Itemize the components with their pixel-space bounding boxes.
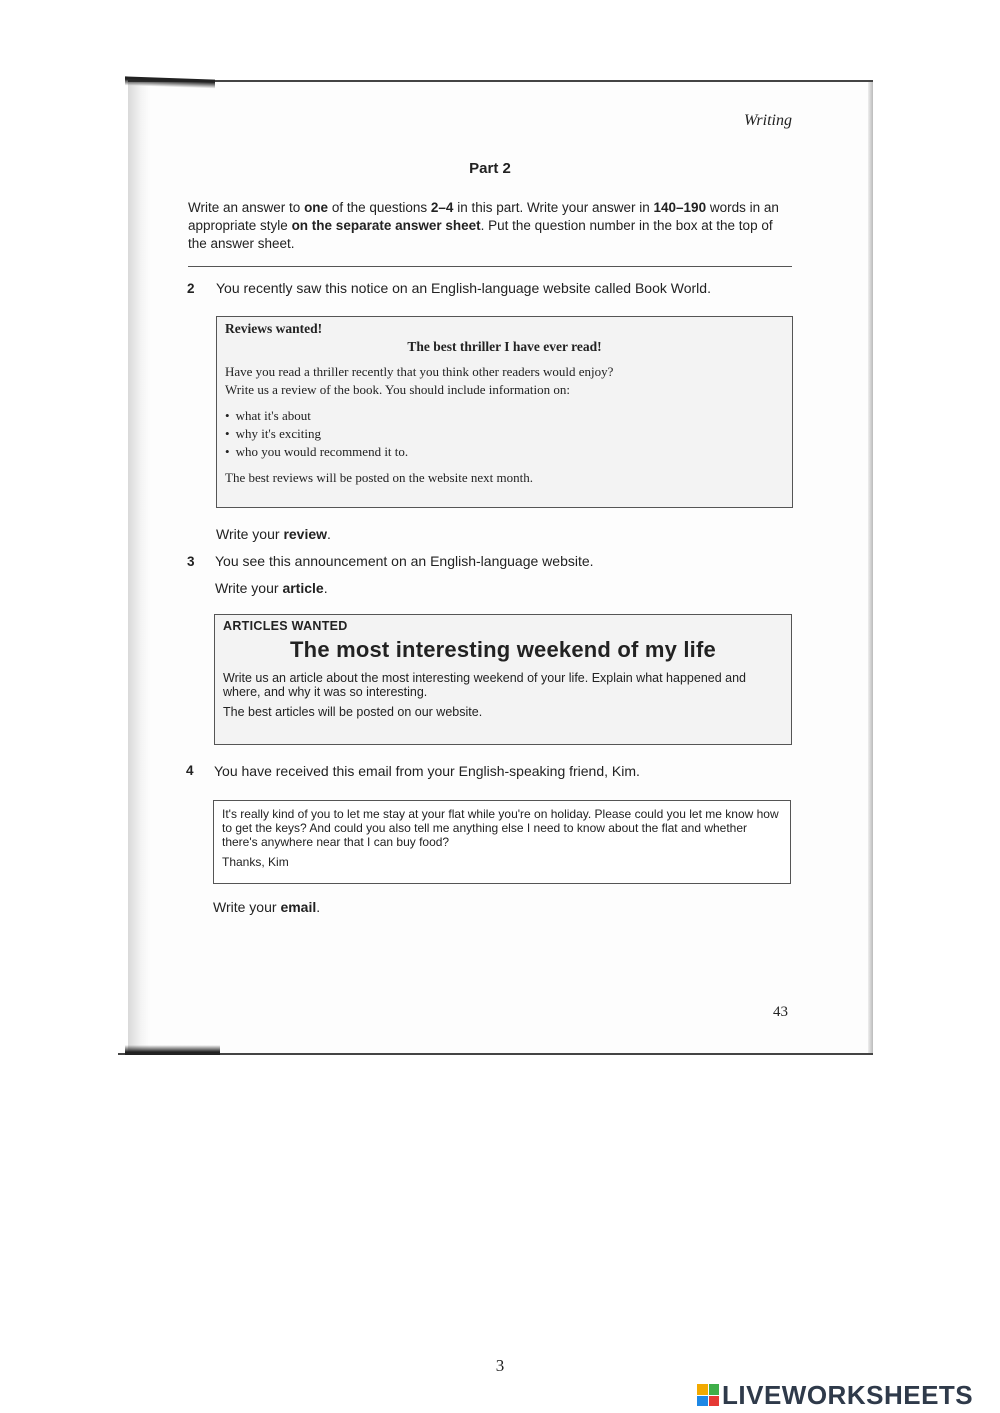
question-number-3: 3	[187, 554, 195, 569]
section-divider	[188, 266, 792, 267]
page-bottom-edge	[118, 1053, 873, 1055]
notice-line: Have you read a thriller recently that you think other readers would enjoy?	[225, 364, 614, 379]
question-number-2: 2	[187, 281, 195, 296]
crop-mark-bottom	[125, 1045, 220, 1055]
book-page-number: 43	[773, 1004, 788, 1020]
part-title: Part 2	[469, 160, 511, 177]
liveworksheets-brand-text: LIVEWORKSHEETS	[722, 1379, 974, 1410]
announcement-body: Write us an article about the most interesting weekend of your life. Explain what happened and where, and why it was so interesting.	[223, 671, 746, 699]
notice-footer: The best reviews will be posted on the website next month.	[225, 470, 533, 485]
notice-box-reviews	[216, 316, 793, 508]
question-3-text: You see this announcement on an English-language website.	[215, 553, 594, 569]
email-signoff: Thanks, Kim	[222, 855, 289, 869]
running-head: Writing	[743, 112, 792, 129]
email-body: It's really kind of you to let me stay at your flat while you're on holiday. Please could you let me know how to get the keys? And could you also tell me anything else I need to know about the flat and whether there's anywhere near that I can buy food?	[222, 807, 779, 849]
question-3-task: Write your article.	[215, 580, 328, 596]
question-4-task: Write your email.	[213, 899, 321, 915]
notice-bullet: • what it's about	[225, 407, 784, 425]
announcement-title: The most interesting weekend of my life	[290, 637, 716, 662]
notice-line: Write us a review of the book. You should include information on:	[225, 382, 571, 397]
instructions: Write an answer to one of the questions 2–4 in this part. Write your answer in 140–190 words in an appropriate style on the separate answer sheet. Put the question number in the box at the top of the answer sheet.	[188, 200, 779, 251]
page-top-edge	[128, 80, 873, 82]
question-2-task: Write your review.	[216, 526, 331, 542]
question-4-text: You have received this email from your English-speaking friend, Kim.	[214, 763, 640, 779]
sheet-page-number: 3	[495, 1356, 505, 1375]
announcement-footer: The best articles will be posted on our website.	[223, 705, 483, 719]
scan-shadow-left	[128, 80, 150, 1055]
notice-heading: Reviews wanted!	[225, 321, 323, 336]
email-box	[213, 800, 791, 884]
question-2-text: You recently saw this notice on an English-language website called Book World.	[216, 280, 711, 296]
announcement-heading: ARTICLES WANTED	[223, 619, 348, 633]
notice-bullet: • who you would recommend it to.	[225, 443, 784, 461]
scan-shadow-right	[868, 80, 873, 1055]
notice-bullet: • why it's exciting	[225, 425, 784, 443]
liveworksheets-logo[interactable]	[697, 1378, 973, 1412]
question-number-4: 4	[186, 763, 194, 778]
liveworksheets-logo-icon	[697, 1384, 719, 1406]
notice-subheading: The best thriller I have ever read!	[407, 339, 602, 354]
announcement-box-articles	[214, 614, 792, 745]
